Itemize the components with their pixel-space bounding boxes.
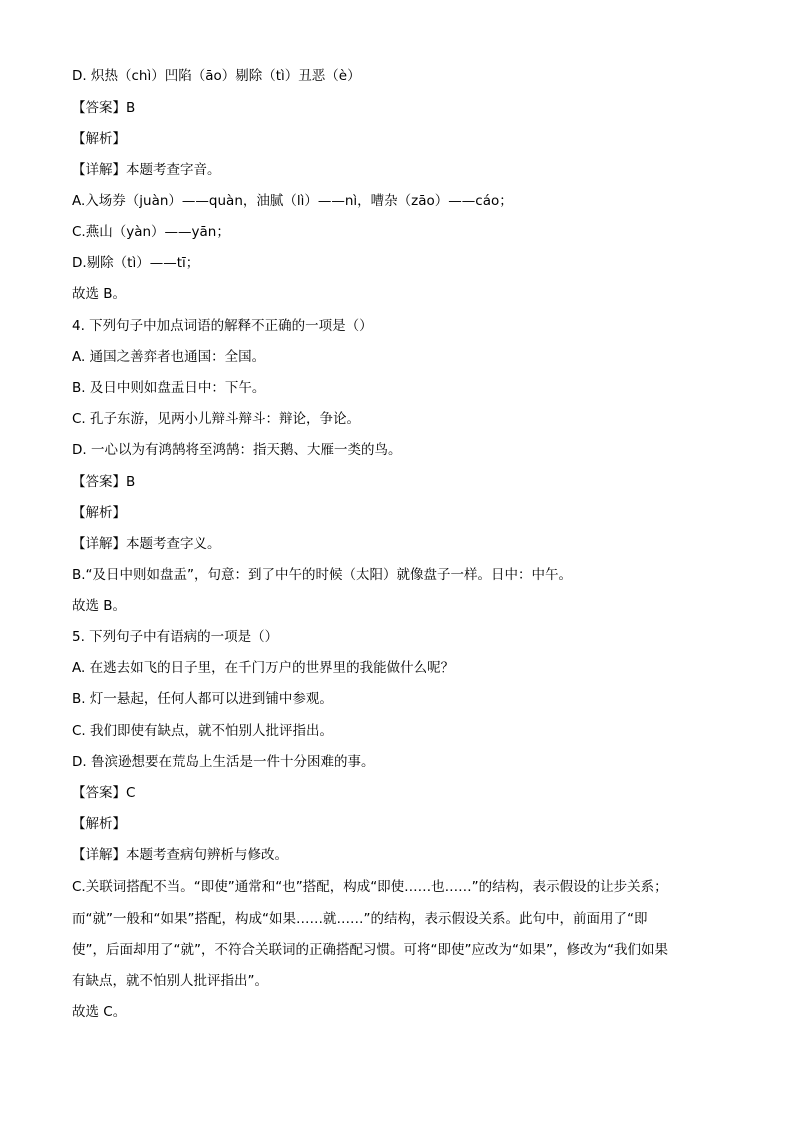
q3-analysis-heading: 【解析】 bbox=[72, 131, 126, 147]
q5-option-b: B. 灯一悬起，任何人都可以进到铺中参观。 bbox=[72, 691, 333, 707]
q4-answer: 【答案】B bbox=[72, 474, 136, 490]
q5-question: 5. 下列句子中有语病的一项是（） bbox=[72, 629, 279, 645]
q4-analysis-heading: 【解析】 bbox=[72, 505, 126, 521]
q3-answer: 【答案】B bbox=[72, 100, 136, 116]
q5-detail: 【详解】本题考查病句辨析与修改。 bbox=[72, 847, 288, 863]
q5-option-d: D. 鲁滨逊想要在荒岛上生活是一件十分困难的事。 bbox=[72, 754, 375, 770]
q5-explain-line-3: 使”，后面却用了“就”，不符合关联词的正确搭配习惯。可将“即使”应改为“如果”，修改为“我们如果 bbox=[72, 942, 668, 958]
q4-detail: 【详解】本题考查字义。 bbox=[72, 536, 221, 552]
q5-answer: 【答案】C bbox=[72, 785, 136, 801]
q4-option-a: A. 通国之善弈者也通国：全国。 bbox=[72, 349, 266, 365]
q5-option-a: A. 在逃去如飞的日子里，在千门万户的世界里的我能做什么呢？ bbox=[72, 660, 455, 676]
q5-explain-line-4: 有缺点，就不怕别人批评指出”。 bbox=[72, 973, 268, 989]
q3-conclusion: 故选 B。 bbox=[72, 286, 127, 302]
q5-option-c: C. 我们即使有缺点，就不怕别人批评指出。 bbox=[72, 723, 334, 739]
q5-conclusion: 故选 C。 bbox=[72, 1004, 127, 1020]
q3-fix-a: A.入场券（juàn）——quàn，油腻（lì）——nì，嘈杂（zāo）——cáo； bbox=[72, 193, 513, 209]
q5-explain-line-2: 而“就”一般和“如果”搭配，构成“如果……就……”的结构，表示假设关系。此句中，前面用了“即 bbox=[72, 911, 648, 927]
q5-analysis-heading: 【解析】 bbox=[72, 816, 126, 832]
q4-option-c: C. 孔子东游，见两小儿辩斗辩斗：辩论，争论。 bbox=[72, 411, 361, 427]
q3-option-d: D. 炽热（chì）凹陷（āo）剔除（tì）丑恶（è） bbox=[72, 68, 361, 84]
q4-question: 4. 下列句子中加点词语的解释不正确的一项是（） bbox=[72, 318, 373, 334]
q4-conclusion: 故选 B。 bbox=[72, 598, 127, 614]
q3-fix-c: C.燕山（yàn）——yān； bbox=[72, 224, 230, 240]
q5-explain-line-1: C.关联词搭配不当。“即使”通常和“也”搭配，构成“即使……也……”的结构，表示假设的让步关系； bbox=[72, 879, 668, 895]
q4-explain: B.“及日中则如盘盂”，句意：到了中午的时候（太阳）就像盘子一样。日中：中午。 bbox=[72, 567, 573, 583]
q3-detail: 【详解】本题考查字音。 bbox=[72, 162, 221, 178]
q3-fix-d: D.剔除（tì）——tī； bbox=[72, 255, 200, 271]
q4-option-b: B. 及日中则如盘盂日中：下午。 bbox=[72, 380, 266, 396]
q4-option-d: D. 一心以为有鸿鹄将至鸿鹄：指天鹅、大雁一类的鸟。 bbox=[72, 442, 402, 458]
